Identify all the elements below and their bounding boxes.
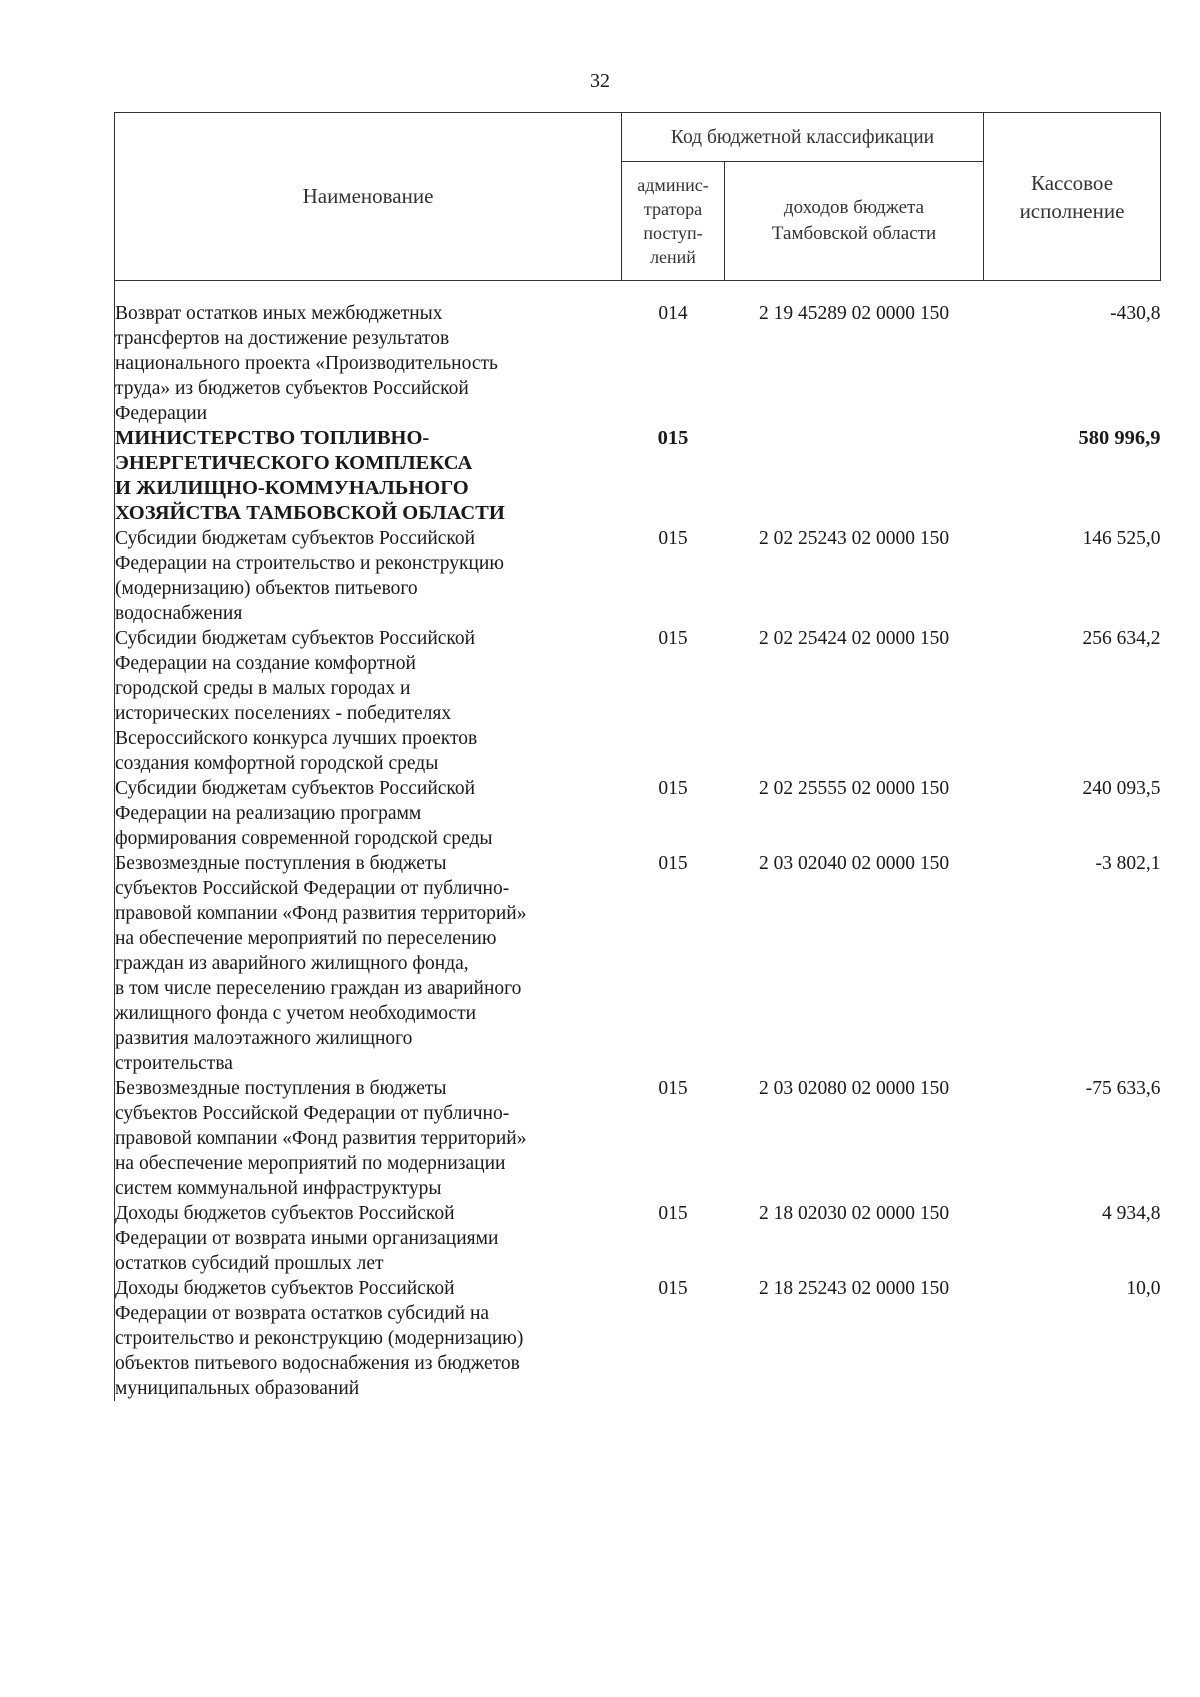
- cell-name: Возврат остатков иных межбюджетных трансфертов на достижение результатов национального проекта «Производительность труда» из бюджетов субъектов Российской Федерации: [115, 301, 622, 426]
- column-header-name: Наименование: [115, 113, 622, 281]
- column-header-amount: Кассовое исполнение: [984, 113, 1161, 281]
- table-body: [115, 281, 1161, 1402]
- cell-amount: 146 525,0: [1082, 528, 1161, 549]
- cell-admin: 015: [658, 778, 688, 799]
- column-group-header-classification: Код бюджетной классификации: [622, 113, 984, 162]
- table-header: [115, 113, 1161, 281]
- cell-name: Доходы бюджетов субъектов Российской Федерации от возврата иными организациями остатков субсидий прошлых лет: [115, 1201, 622, 1276]
- cell-code: 2 02 25424 02 0000 150: [758, 628, 950, 649]
- cell-code: 2 02 25243 02 0000 150: [758, 528, 950, 549]
- table-row: [115, 851, 1161, 1076]
- cell-amount: -75 633,6: [1085, 1078, 1161, 1099]
- cell-code: 2 02 25555 02 0000 150: [758, 778, 950, 799]
- cell-amount: 256 634,2: [1082, 628, 1161, 649]
- cell-admin: 015: [658, 1078, 688, 1099]
- cell-amount: 4 934,8: [1102, 1203, 1161, 1224]
- table-row: [115, 301, 1161, 426]
- column-header-income-code: доходов бюджета Тамбовской области: [725, 162, 984, 281]
- cell-code: 2 03 02040 02 0000 150: [758, 853, 950, 874]
- cell-name: Безвозмездные поступления в бюджеты субъектов Российской Федерации от публично- правовой компании «Фонд развития территорий» на обеспечение мероприятий по переселению граждан из аварийного жилищного фонда, в том числе переселению граждан из аварийного жилищного фонда с учетом необходимости развития малоэтажного жилищного строительства: [115, 851, 622, 1076]
- cell-amount: -3 802,1: [1095, 853, 1161, 874]
- cell-amount: 240 093,5: [1082, 778, 1161, 799]
- table-row: [115, 1276, 1161, 1401]
- cell-code: 2 18 25243 02 0000 150: [758, 1278, 950, 1299]
- cell-name: Субсидии бюджетам субъектов Российской Федерации на строительство и реконструкцию (модернизацию) объектов питьевого водоснабжения: [115, 526, 622, 626]
- cell-admin: 015: [658, 628, 688, 649]
- cell-admin: 014: [658, 303, 688, 324]
- cell-name: Субсидии бюджетам субъектов Российской Федерации на реализацию программ формирования современной городской среды: [115, 776, 622, 851]
- cell-admin: 015: [657, 427, 689, 449]
- cell-admin: 015: [658, 853, 688, 874]
- cell-amount: 10,0: [1126, 1278, 1161, 1299]
- budget-table: [114, 112, 1161, 1401]
- cell-name: Безвозмездные поступления в бюджеты субъектов Российской Федерации от публично- правовой компании «Фонд развития территорий» на обеспечение мероприятий по модернизации систем коммунальной инфраструктуры: [115, 1076, 622, 1201]
- table-row: [115, 1076, 1161, 1201]
- page-number: 32: [590, 70, 610, 92]
- table-row: [115, 426, 1161, 526]
- table-row: [115, 526, 1161, 626]
- cell-code: 2 19 45289 02 0000 150: [758, 303, 950, 324]
- cell-name: Субсидии бюджетам субъектов Российской Федерации на создание комфортной городской среды в малых городах и исторических поселениях - победителях Всероссийского конкурса лучших проектов создания комфортной городской среды: [115, 626, 622, 776]
- table-row: [115, 776, 1161, 851]
- cell-code: 2 03 02080 02 0000 150: [758, 1078, 950, 1099]
- cell-code: 2 18 02030 02 0000 150: [758, 1203, 950, 1224]
- table-row: [115, 1201, 1161, 1276]
- cell-amount: -430,8: [1110, 303, 1161, 324]
- cell-amount: 580 996,9: [1078, 427, 1161, 449]
- cell-name: Доходы бюджетов субъектов Российской Федерации от возврата остатков субсидий на строительство и реконструкцию (модернизацию) объектов питьевого водоснабжения из бюджетов муниципальных образований: [115, 1276, 622, 1401]
- table-row: [115, 626, 1161, 776]
- cell-code: [725, 426, 984, 526]
- cell-admin: 015: [658, 1203, 688, 1224]
- cell-admin: 015: [658, 1278, 688, 1299]
- column-header-administrator: админис- тратора поступ- лений: [622, 162, 725, 281]
- cell-admin: 015: [658, 528, 688, 549]
- cell-name: МИНИСТЕРСТВО ТОПЛИВНО- ЭНЕРГЕТИЧЕСКОГО КОМПЛЕКСА И ЖИЛИЩНО-КОММУНАЛЬНОГО ХОЗЯЙСТВА ТАМБОВСКОЙ ОБЛАСТИ: [115, 426, 622, 526]
